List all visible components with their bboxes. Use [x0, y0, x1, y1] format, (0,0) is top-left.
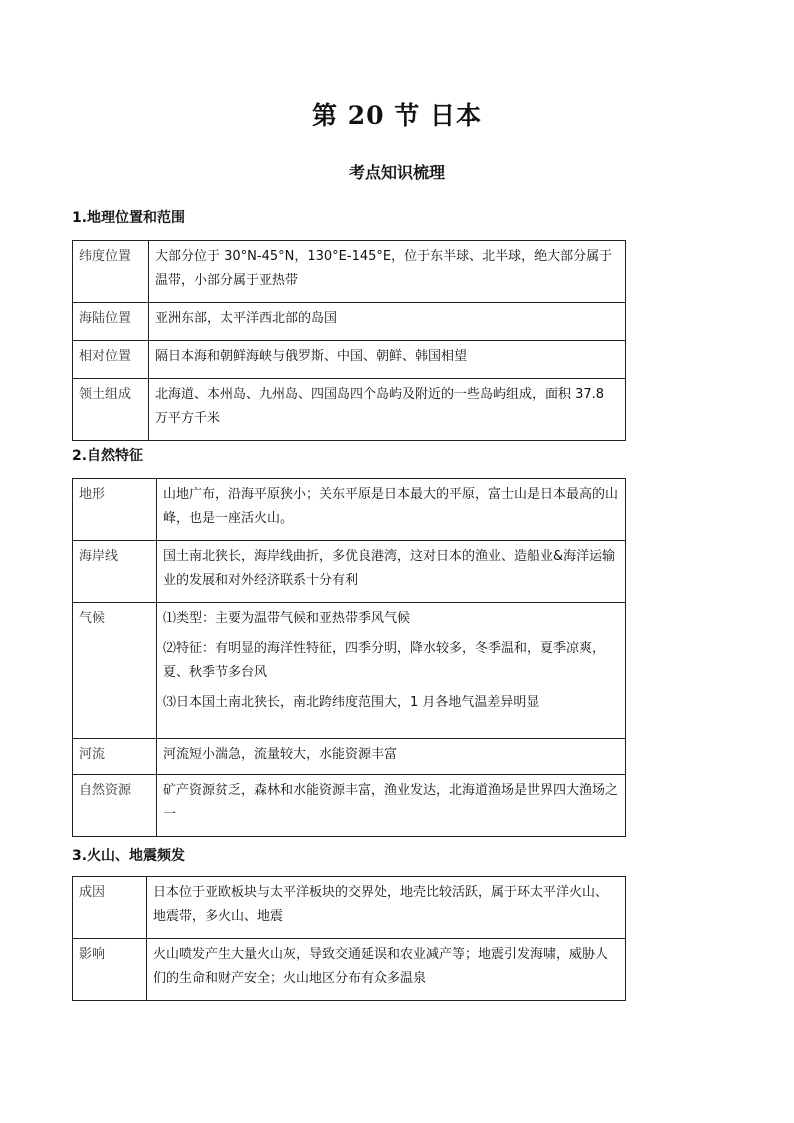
table-row — [73, 379, 626, 441]
table-row — [73, 739, 626, 775]
row-label: 影响 — [73, 939, 147, 1001]
section-heading-location: 1.地理位置和范围 — [72, 210, 186, 226]
row-label: 领土组成 — [73, 379, 149, 441]
row-content: 矿产资源贫乏，森林和水能资源丰富，渔业发达，北海道渔场是世界四大渔场之一 — [157, 775, 626, 837]
table-row — [73, 939, 626, 1001]
row-label: 河流 — [73, 739, 157, 775]
table-row — [73, 603, 626, 739]
row-content: 北海道、本州岛、九州岛、四国岛四个岛屿及附近的一些岛屿组成，面积 37.8 万平方千米 — [149, 379, 626, 441]
row-content: 火山喷发产生大量火山灰，导致交通延误和农业减产等；地震引发海啸，威胁人们的生命和财产安全；火山地区分布有众多温泉 — [147, 939, 626, 1001]
row-content: 隔日本海和朝鲜海峡与俄罗斯、中国、朝鲜、韩国相望 — [149, 341, 626, 379]
climate-variation: ⑶日本国土南北狭长，南北跨纬度范围大，1 月各地气温差异明显 — [163, 695, 540, 710]
table-row — [73, 241, 626, 303]
nature-table — [72, 478, 626, 837]
table-row — [73, 479, 626, 541]
table-row — [73, 775, 626, 837]
row-label: 成因 — [73, 877, 147, 939]
table-row — [73, 541, 626, 603]
row-content: 山地广布，沿海平原狭小；关东平原是日本最大的平原，富士山是日本最高的山峰，也是一座活火山。 — [157, 479, 626, 541]
table-row — [73, 341, 626, 379]
row-content: 河流短小湍急，流量较大，水能资源丰富 — [157, 739, 626, 775]
climate-type: ⑴类型：主要为温带气候和亚热带季风气候 — [163, 611, 411, 626]
row-label: 海岸线 — [73, 541, 157, 603]
row-label: 海陆位置 — [73, 303, 149, 341]
location-table — [72, 240, 626, 441]
row-label: 气候 — [73, 603, 157, 739]
row-content: 亚洲东部，太平洋西北部的岛国 — [149, 303, 626, 341]
row-content: 日本位于亚欧板块与太平洋板块的交界处，地壳比较活跃，属于环太平洋火山、地震带，多火山、地震 — [147, 877, 626, 939]
section-subtitle: 考点知识梳理 — [348, 163, 445, 182]
climate-features: ⑵特征：有明显的海洋性特征，四季分明，降水较多，冬季温和，夏季凉爽，夏、秋季节多台风 — [163, 641, 606, 680]
table-row — [73, 303, 626, 341]
row-content: 大部分位于 30°N-45°N，130°E-145°E，位于东半球、北半球，绝大部分属于温带，小部分属于亚热带 — [149, 241, 626, 303]
row-label: 纬度位置 — [73, 241, 149, 303]
row-label: 相对位置 — [73, 341, 149, 379]
row-label: 地形 — [73, 479, 157, 541]
row-content — [157, 603, 626, 739]
volcano-table — [72, 876, 626, 1001]
section-heading-volcano: 3.火山、地震频发 — [72, 848, 186, 864]
table-row — [73, 877, 626, 939]
page-title: 第 20 节 日本 — [312, 101, 482, 130]
row-label: 自然资源 — [73, 775, 157, 837]
section-heading-nature: 2.自然特征 — [72, 448, 144, 464]
row-content: 国土南北狭长，海岸线曲折，多优良港湾，这对日本的渔业、造船业&海洋运输业的发展和对外经济联系十分有利 — [157, 541, 626, 603]
